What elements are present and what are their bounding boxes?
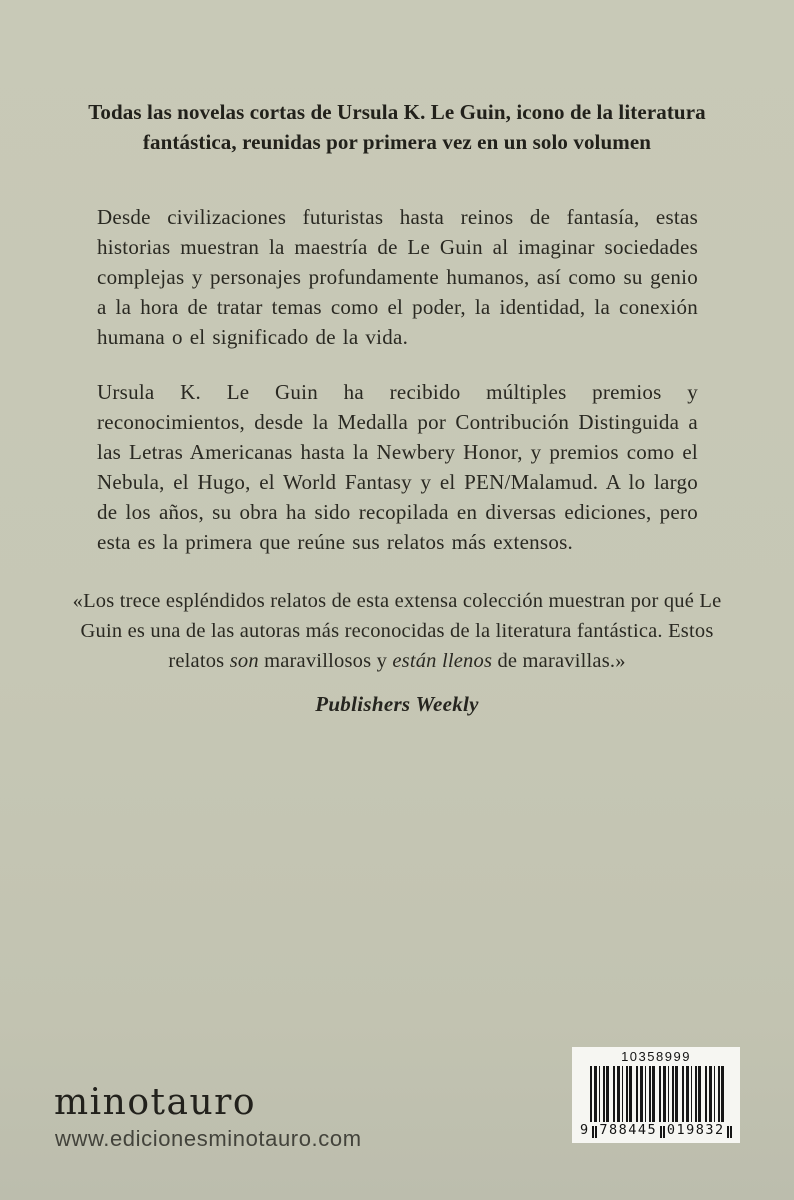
review-quote: [72, 586, 722, 676]
barcode-top-number: 10358999: [621, 1049, 691, 1064]
barcode-label: [572, 1047, 740, 1143]
barcode-bars-icon: [590, 1066, 724, 1122]
quote-italic-phrase: están llenos: [392, 650, 493, 672]
quote-text-prefix: «Los trece espléndidos relatos de esta extensa colección muestran por qué Le Guin es una de las autoras más reconocidas de la literatura fantástica. Estos relatos: [72, 590, 722, 672]
barcode-isbn-digits: [580, 1123, 732, 1138]
isbn-group-2: 019832: [666, 1122, 725, 1138]
publisher-website: www.edicionesminotauro.com: [55, 1126, 362, 1151]
isbn-prefix-digit: 9: [580, 1122, 590, 1138]
synopsis-paragraph: Desde civilizaciones futuristas hasta reinos de fantasía, estas historias muestran la maestría de Le Guin al imaginar sociedades complejas y personajes profundamente humanos, así como su genio a la hora de tratar temas como el poder, la identidad, la conexión humana o el significado de la vida.: [97, 205, 698, 349]
barcode-guard-bar-icon: [727, 1126, 732, 1138]
quote-italic-word: son: [229, 650, 259, 672]
barcode-guard-bar-icon: [592, 1126, 597, 1138]
quote-text-middle: maravillosos y: [258, 650, 393, 672]
author-bio-paragraph: Ursula K. Le Guin ha recibido múltiples premios y reconocimientos, desde la Medalla por Contribución Distinguida a las Letras Americanas hasta la Newbery Honor, y premios como el Nebula, el Hugo, el World Fantasy y el PEN/Malamud. A lo largo de los años, su obra ha sido recopilada en diversas ediciones, pero esta es la primera que reúne sus relatos más extensos.: [97, 380, 698, 554]
publisher-logo: minotauro: [54, 1082, 257, 1123]
isbn-group-1: 788445: [599, 1122, 658, 1138]
headline: Todas las novelas cortas de Ursula K. Le Guin, icono de la literatura fantástica, reunidas por primera vez en un solo volumen: [88, 100, 706, 154]
quote-text-suffix: de maravillas.»: [492, 650, 626, 672]
quote-attribution: Publishers Weekly: [315, 692, 479, 716]
barcode-guard-bar-icon: [660, 1126, 665, 1138]
